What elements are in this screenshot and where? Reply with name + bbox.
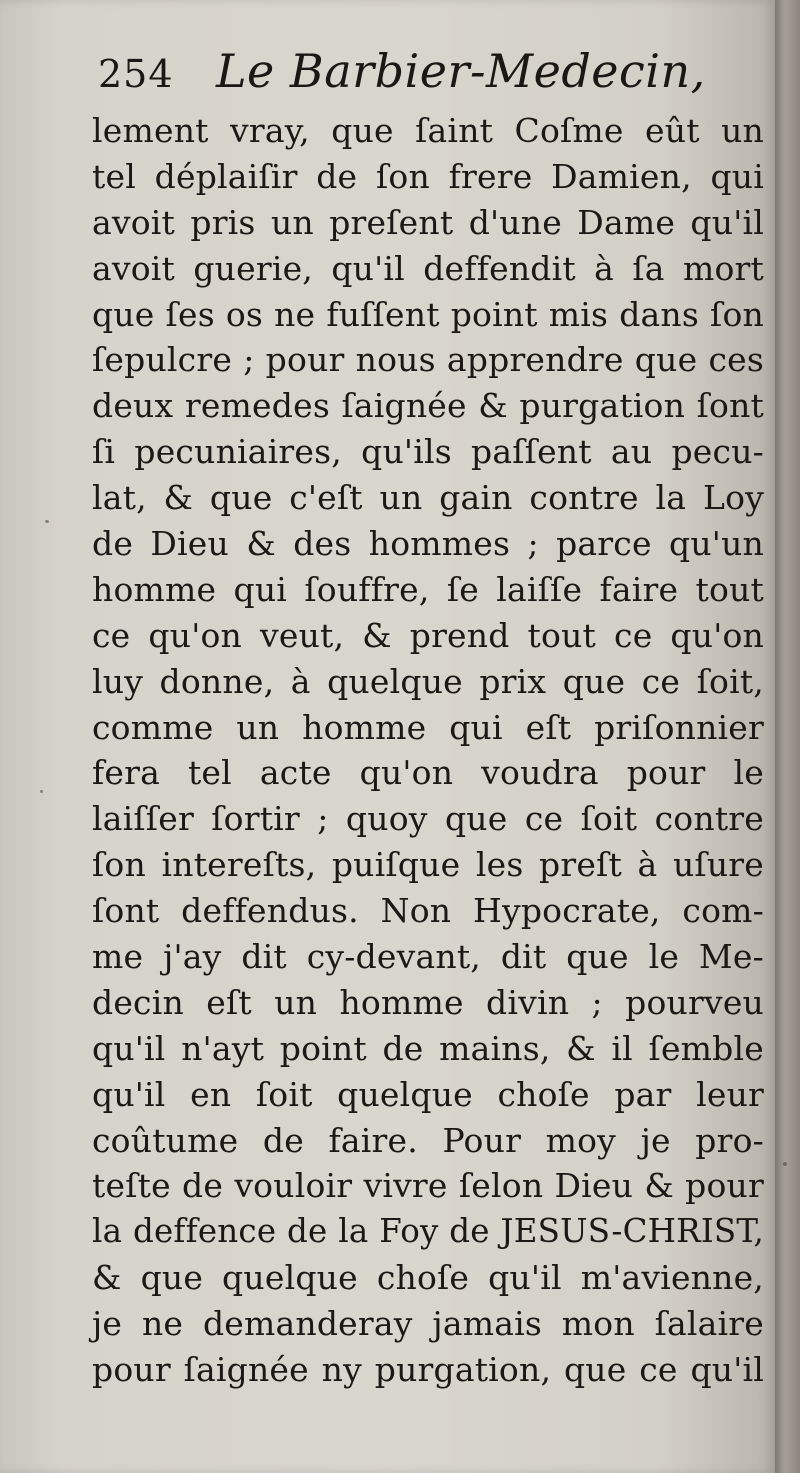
text-line: de Dieu & des hommes ; parce qu'un <box>92 524 764 564</box>
text-line: ce qu'on veut, & prend tout ce qu'on <box>92 615 764 655</box>
paper-speck <box>40 790 43 793</box>
body-text <box>92 108 764 1393</box>
text-line: me j'ay dit cy-devant, dit que le Me- <box>92 937 764 977</box>
text-line: & que quelque choſe qu'il m'avienne, <box>92 1258 764 1298</box>
text-line: deux remedes ſaignée & purgation ſont <box>92 386 764 426</box>
text-line: avoit guerie, qu'il deffendit à ſa mort <box>92 248 764 288</box>
page-number: 254 <box>98 52 174 96</box>
text-line: tel déplaiſir de ſon frere Damien, qui <box>92 156 764 196</box>
paper-speck <box>45 520 49 523</box>
text-line: la deffence de la Foy de JESUS-CHRIST, <box>92 1212 764 1251</box>
text-line: laiſſer ſortir ; quoy que ce ſoit contre <box>92 799 764 839</box>
text-line: coûtume de faire. Pour moy je pro- <box>92 1120 764 1160</box>
text-line: qu'il n'ayt point de mains, & il ſemble <box>92 1028 764 1068</box>
page-header <box>98 40 738 106</box>
text-line: ſi pecuniaires, qu'ils paſſent au pecu- <box>92 432 764 472</box>
paper-speck <box>783 1162 787 1166</box>
text-line: lement vray, que ſaint Coſme eût un <box>92 111 764 150</box>
text-line: ſon intereſts, puiſque les preſt à uſure <box>92 845 764 885</box>
running-title: Le Barbier-Medecin, <box>216 44 706 98</box>
text-line: qu'il en ſoit quelque choſe par leur <box>92 1074 764 1114</box>
text-line: luy donne, à quelque prix que ce ſoit, <box>92 661 764 701</box>
text-line: comme un homme qui eſt priſonnier <box>92 707 764 747</box>
text-line: que ſes os ne fuſſent point mis dans ſon <box>92 294 764 334</box>
text-line: lat, & que c'eſt un gain contre la Loy <box>92 478 764 518</box>
text-line: ſepulcre ; pour nous apprendre que ces <box>92 340 764 380</box>
text-line: je ne demanderay jamais mon ſalaire <box>92 1304 764 1344</box>
text-line: homme qui ſouffre, ſe laiſſe faire tout <box>92 569 764 609</box>
text-line: ſont deffendus. Non Hypocrate, com- <box>92 891 764 931</box>
text-line: pour ſaignée ny purgation, que ce qu'il <box>92 1350 764 1390</box>
text-line: fera tel acte qu'on voudra pour le <box>92 753 764 793</box>
text-line: teſte de vouloir vivre ſelon Dieu & pour <box>92 1166 764 1206</box>
text-line: decin eſt un homme divin ; pourveu <box>92 982 764 1022</box>
page-gutter-edge <box>775 0 800 1473</box>
text-line: avoit pris un preſent d'une Dame qu'il <box>92 202 764 242</box>
